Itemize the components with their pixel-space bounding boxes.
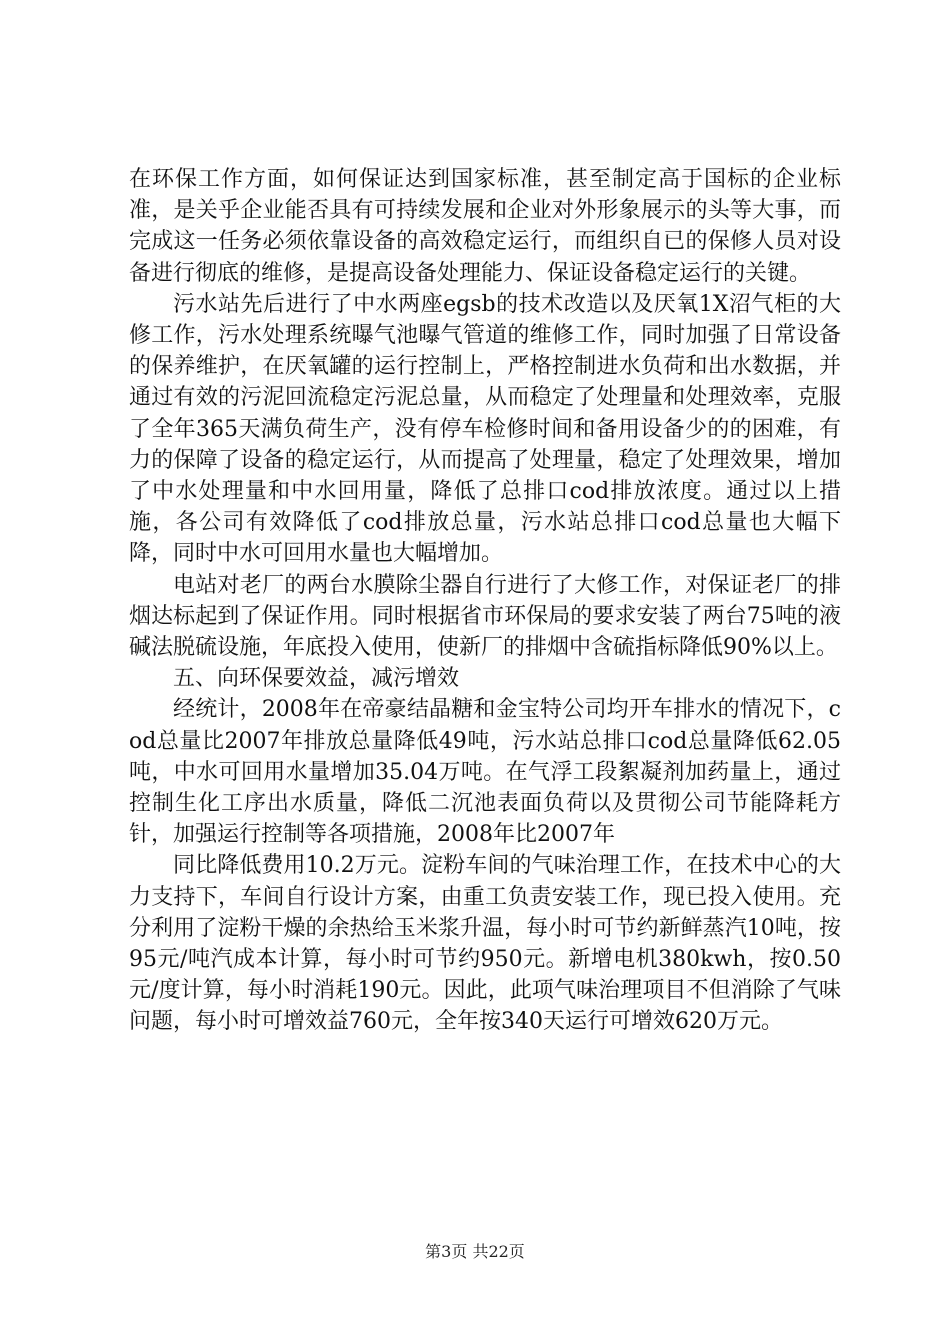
paragraph-cost-reduction: 同比降低费用10.2万元。淀粉车间的气味治理工作，在技术中心的大力支持下，车间自行设计方案，由重工负责安装工作，现已投入使用。充分利用了淀粉干燥的余热给玉米浆升温，每小时可节约新鲜蒸汽10吨，按95元/吨汽成本计算，每小时可节约950元。新增电机380kwh，按0.50元/度计算，每小时消耗190元。因此，此项气味治理项目不但消除了气味问题，每小时可增效益760元，全年按340天运行可增效620万元。 <box>129 853 841 1035</box>
paragraph-environmental-standards: 在环保工作方面，如何保证达到国家标准，甚至制定高于国标的企业标准，是关乎企业能否具有可持续发展和企业对外形象展示的头等大事，而完成这一任务必须依靠设备的高效稳定运行，而组织自已的保修人员对设备进行彻底的维修，是提高设备处理能力、保证设备稳定运行的关键。 <box>129 167 841 286</box>
paragraph-statistics: 经统计，2008年在帝豪结晶糖和金宝特公司均开车排水的情况下，cod总量比2007年排放总量降低49吨，污水站总排口cod总量降低62.05吨，中水可回用水量增加35.04万吨。在气浮工段絮凝剂加药量上，通过控制生化工序出水质量，降低二沉池表面负荷以及贯彻公司节能降耗方针，加强运行控制等各项措施，2008年比2007年 <box>129 697 841 848</box>
document-body <box>129 164 841 1038</box>
section-heading: 五、向环保要效益，减污增效 <box>173 666 460 692</box>
page-footer: 第3页 共22页 <box>425 1242 525 1261</box>
paragraph-sewage-station: 污水站先后进行了中水两座egsb的技术改造以及厌氧1X沼气柜的大修工作，污水处理系统曝气池曝气管道的维修工作，同时加强了日常设备的保养维护，在厌氧罐的运行控制上，严格控制进水负荷和出水数据，并通过有效的污泥回流稳定污泥总量，从而稳定了处理量和处理效率，克服了全年365天满负荷生产，没有停车检修时间和备用设备少的的困难，有力的保障了设备的稳定运行，从而提高了处理量，稳定了处理效果，增加了中水处理量和中水回用量，降低了总排口cod排放浓度。通过以上措施，各公司有效降低了cod排放总量，污水站总排口cod总量也大幅下降，同时中水可回用水量也大幅增加。 <box>129 291 841 567</box>
paragraph-power-station: 电站对老厂的两台水膜除尘器自行进行了大修工作，对保证老厂的排烟达标起到了保证作用。同时根据省市环保局的要求安装了两台75吨的液碱法脱硫设施，年底投入使用，使新厂的排烟中含硫指标降低90%以上。 <box>129 572 841 661</box>
